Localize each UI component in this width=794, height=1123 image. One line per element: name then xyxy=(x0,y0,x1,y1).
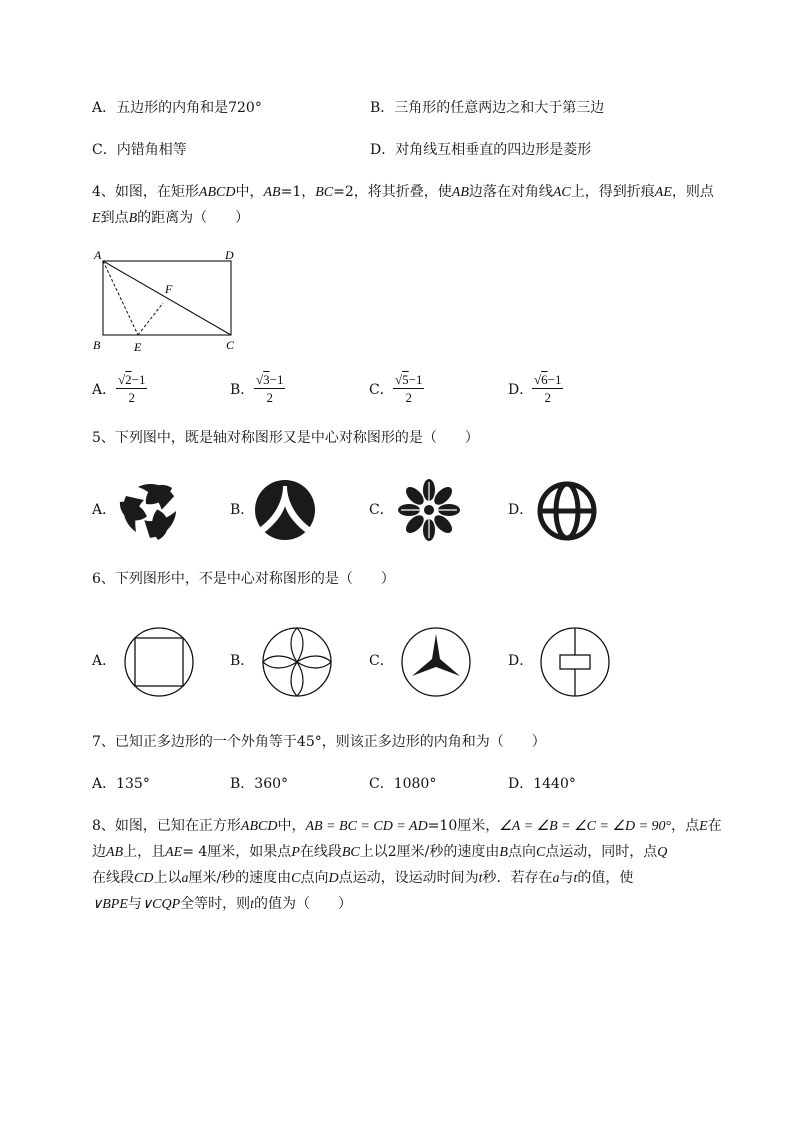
q4-stem-line2: E到点B的距离为（ ） xyxy=(92,210,250,226)
q4-option-a-fraction: $\frac{√2-1}{2}$ xyxy=(118,372,146,405)
label-f: F xyxy=(165,282,173,296)
q8-stem-line3: 在线段CD上以a厘米/秒的速度由C点向D点运动，设运动时间为t秒．若存在a与t的值，使 xyxy=(92,870,634,886)
label-e: E xyxy=(134,340,142,354)
label-b: B xyxy=(93,338,101,352)
q4-rectangle-figure xyxy=(90,245,250,355)
q3-option-a: A．五边形的内角和是720° xyxy=(92,100,262,116)
fold-line-ae xyxy=(103,261,138,335)
q6-stem: 6、下列图形中，不是中心对称图形的是（ ） xyxy=(92,571,395,587)
q6-figure-b-four-petal-icon xyxy=(261,626,333,698)
q6-option-b-label: B． xyxy=(230,653,255,669)
q6-figure-a-square-in-circle-icon xyxy=(123,626,195,698)
q4-option-a-label: A． xyxy=(92,382,117,398)
label-a: A xyxy=(94,248,102,262)
q6-option-d-label: D． xyxy=(508,653,534,669)
q6-figure-d-rectangle-cross-icon xyxy=(539,626,611,698)
label-d: D xyxy=(225,248,234,262)
q7-option-d: D．1440° xyxy=(508,776,576,792)
q5-option-a-label: A． xyxy=(92,502,117,518)
q5-option-c-label: C． xyxy=(369,502,394,518)
diagonal-ac xyxy=(103,261,231,335)
q6-option-a-label: A． xyxy=(92,653,117,669)
q3-option-b: B．三角形的任意两边之和大于第三边 xyxy=(370,100,605,116)
q7-option-b: B．360° xyxy=(230,776,289,792)
q4-option-c-fraction: $\frac{√5-1}{2}$ xyxy=(395,372,423,405)
fold-line-ef xyxy=(138,303,163,335)
q5-figure-a-swirl-leaves-icon xyxy=(118,478,182,542)
q4-option-d-fraction: $\frac{√6-1}{2}$ xyxy=(534,372,562,405)
q7-option-a: A．135° xyxy=(92,776,150,792)
q4-option-c-label: C． xyxy=(369,382,394,398)
q8-stem-line4: ∨BPE与∨CQP全等时，则t的值为（ ） xyxy=(92,896,353,912)
q5-figure-d-globe-icon xyxy=(535,479,599,543)
label-c: C xyxy=(226,338,235,352)
q3-option-c: C．内错角相等 xyxy=(92,142,187,158)
q8-stem-line1: 8、如图，已知在正方形ABCD中，AB = BC = CD = AD=10厘米，∠A = ∠B = ∠C = ∠D = 90°，点E在 xyxy=(92,818,722,834)
q7-stem: 7、已知正多边形的一个外角等于45°，则该正多边形的内角和为（ ） xyxy=(92,734,546,750)
q7-option-c: C．1080° xyxy=(369,776,437,792)
q4-option-b-label: B． xyxy=(230,382,255,398)
q4-option-b-fraction: $\frac{√3-1}{2}$ xyxy=(256,372,284,405)
q5-option-b-label: B． xyxy=(230,502,255,518)
q3-option-d: D．对角线互相垂直的四边形是菱形 xyxy=(370,142,592,158)
q8-stem-line2: 边AB上，且AE= 4厘米，如果点P在线段BC上以2厘米/秒的速度由B点向C点运动，同时，点Q xyxy=(92,844,668,860)
q4-stem-line1: 4、如图，在矩形ABCD中，AB=1，BC=2，将其折叠，使AB边落在对角线AC上，得到折痕AE，则点 xyxy=(92,184,714,200)
q6-option-c-label: C． xyxy=(369,653,394,669)
q5-figure-b-person-circle-icon xyxy=(253,478,317,542)
q5-stem: 5、下列图中，既是轴对称图形又是中心对称图形的是（ ） xyxy=(92,430,479,446)
q4-option-d-label: D． xyxy=(508,382,534,398)
q5-option-d-label: D． xyxy=(508,502,534,518)
q5-figure-c-flower-icon xyxy=(395,476,463,544)
q6-figure-c-three-point-star-icon xyxy=(400,626,472,698)
